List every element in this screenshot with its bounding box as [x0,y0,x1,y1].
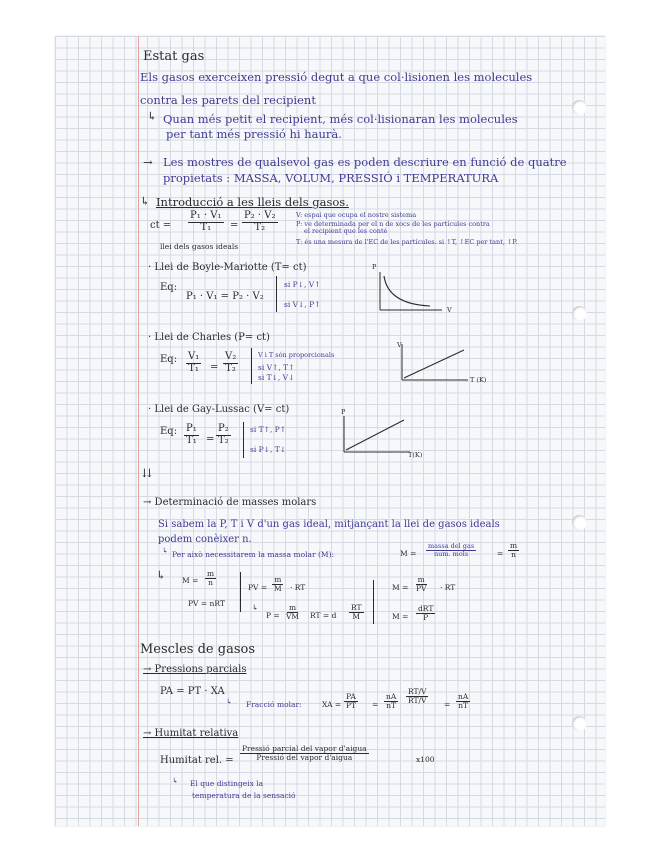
charles-eq-label: Eq: [160,354,178,365]
note-pressure-1: P: ve determinada per el n de xocs de les partícules contra [296,220,490,228]
fraction-denominator: nT [458,700,469,710]
fraction-denominator: T₁ [186,434,197,446]
fraction-denominator: Pressió del vapor d'aigua [256,752,353,762]
binder-hole [572,100,587,115]
hook-arrow-icon: ↳ [162,546,169,555]
boyle-formula: P₁ · V₁ = P₂ · V₂ [186,291,264,302]
charles-case-1: si V↑, T↑ [258,363,295,372]
fraction-numerator: m [207,569,215,578]
intro-sub-2: per tant més pressió hi haurà. [166,127,342,141]
linear-line [404,350,464,378]
brace [243,422,248,458]
boyle-axis-x: V [447,306,452,314]
na-over-nt [384,693,398,710]
equals-sign: = [206,434,215,445]
hook-arrow-icon: ↳ [226,697,233,706]
fraction-denominator: nT [386,700,397,710]
fraction-numerator: nA [386,692,397,701]
fraction-denominator: T₂ [225,362,236,374]
double-down-arrow-icon: ⇊ [142,466,152,480]
fraction-denominator: RT/V [408,695,427,705]
fraction-denominator: PT [346,700,357,710]
brace [240,572,245,612]
mostres-line-1: Les mostres de qualsevol gas es poden descriure en funció de quatre [163,155,567,169]
charles-title: · Llei de Charles (P= ct) [148,332,270,343]
fraction-denominator: PV [416,583,427,593]
fraction-numerator: V₁ [188,351,200,362]
gaylussac-eq-label: Eq: [160,426,178,437]
r2-label: M = [392,612,409,621]
humitat-title: → Humitat relativa [143,728,239,739]
pressions-title: → Pressions parcials [143,664,247,675]
gaylussac-case-1: si T↑, P↑ [250,425,287,434]
p2-fraction [284,604,301,621]
gaylussac-title: · Llei de Gay-Lussac (V= ct) [148,404,290,415]
note-pressure-2: el recipient que les conté [304,227,388,235]
rt-over-v [406,688,428,705]
p2-label: P = [266,611,280,620]
fraction-numerator: P₁ · V₁ [190,210,222,221]
xa-label: XA = [322,700,342,709]
mm-label: M = [182,576,199,585]
fraction-denominator: T₂ [218,434,229,446]
intro-line-2: contra les parets del recipient [140,93,316,107]
fraction-denominator: T₁ [200,221,212,233]
fraction-denominator: T₁ [188,362,199,374]
hook-arrow-icon: ↳ [147,109,157,123]
pv-nrt: PV = nRT [188,599,225,608]
fraction-numerator: m [274,575,282,584]
margin-line [138,36,139,826]
fraction-denominator: M [274,583,282,593]
equals-sign: = [210,362,219,373]
fraction-2 [242,211,278,233]
mescles-heading: Mescles de gasos [140,642,256,657]
masses-line-2: podem conèixer n. [158,534,252,545]
boyle-graph [370,268,450,318]
p2-mid: RT = d [310,611,337,620]
r1-tail: · RT [440,583,456,592]
arrow-right-icon: → [143,155,153,169]
brace [373,580,378,624]
molar-mass-fraction [426,543,476,558]
fraction-numerator: dRT [418,604,434,613]
fraction-numerator: massa del gas [428,542,475,550]
fraction-denominator: VM [286,611,300,621]
molar-mass-label: M = [400,549,417,558]
gaylussac-graph [336,412,416,458]
gaylussac-axis-x: T(K) [408,451,423,459]
charles-case-2: si T↓, V↓ [258,373,295,382]
fraction-denominator: P [423,612,429,622]
fraction-denominator: n [208,577,213,587]
fraction-numerator: P₂ · V₂ [244,210,276,221]
fraction-denominator: T₂ [254,221,266,233]
intro-line-1: Els gasos exerceixen pressió degut a que col·lisionen les molecules [140,70,533,84]
page-heading: Estat gas [143,49,205,64]
hook-arrow-icon: ↳ [156,568,166,582]
linear-line [346,420,404,450]
brace [276,276,281,312]
pv1-tail: · RT [290,583,306,592]
boyle-case-1: si P↓, V↑ [284,280,321,289]
note-volume: V: espai que ocupa el nostre sistema [296,211,417,219]
masses-title: → Determinació de masses molars [143,497,317,508]
boyle-eq-label: Eq: [160,282,178,293]
fraction-1 [188,211,224,233]
humitat-note-2: temperatura de la sensació [192,791,296,800]
charles-graph [394,340,474,386]
p2b-fraction [349,604,364,621]
brace [251,348,256,384]
masses-line-1: Si sabem la P, T i V d'un gas ideal, mitjançant la llei de gasos ideals [158,519,500,530]
pv1-label: PV = [248,583,268,592]
fraction-numerator: PA [346,692,356,701]
boyle-title: · Llei de Boyle-Mariotte (T= ct) [148,262,307,273]
binder-hole [572,515,587,530]
fraction-numerator: m [510,541,518,550]
na-over-nt-result [456,693,470,710]
pa-over-pt [344,693,358,710]
charles-fraction-2 [223,352,238,374]
equals-sign: = [497,549,504,558]
humitat-label: Humitat rel. = [160,755,234,766]
mostres-line-2: propietats : MASSA, VOLUM, PRESSIÓ i TEMPERATURA [163,171,499,185]
ct-label: ct = [150,220,172,231]
fraction-numerator: m [417,575,425,584]
gaylussac-fraction-1 [184,424,199,446]
boyle-case-2: si V↓, P↑ [284,300,321,309]
r2-fraction [416,605,435,622]
fraccio-label: Fracció molar: [246,700,302,709]
r1-fraction [414,576,428,593]
fraction-numerator: RT/V [408,687,427,696]
intro-sub-1: Quan més petit el recipient, més col·lisionaran les molecules [163,112,518,126]
masses-line-3: Per això necessitarem la massa molar (M): [172,550,335,559]
fraction-denominator: M [352,611,361,621]
equals-sign: = [372,700,379,709]
fraction-numerator: nA [458,692,469,701]
note-temperature: T: és una mesura de l'EC de les partícules. si ↑T, ↑EC per tant, ↑P. [296,238,518,246]
fraction-denominator: num. mols [434,549,469,558]
fraction-numerator: V₂ [225,351,237,362]
ideal-gas-caption: llei dels gasos ideals [160,242,239,251]
lleis-heading: Introducció a les lleis dels gasos. [156,195,349,209]
gaylussac-fraction-2 [216,424,231,446]
equals-sign: = [444,700,451,709]
binder-hole [572,306,587,321]
r1-label: M = [392,583,409,592]
mm-fraction [205,570,216,587]
gaylussac-axis-y: P [341,408,346,416]
fraction-numerator: m [288,603,297,612]
charles-fraction-1 [186,352,201,374]
hook-arrow-icon: ↳ [172,776,179,785]
binder-hole [572,716,587,731]
gaylussac-case-2: si P↓, T↓ [250,445,287,454]
boyle-axis-y: P [372,263,377,271]
humitat-fraction [240,745,369,762]
fraction-denominator: n [511,549,516,559]
fraction-numerator: P₁ [186,423,197,434]
charles-axis-y: V [397,341,402,349]
hyperbola-curve [384,276,430,306]
fraction-numerator: P₂ [218,423,229,434]
fraction-numerator: RT [351,603,362,612]
m-over-n-fraction [508,542,519,559]
charles-case-0: V i T són proporcionals [258,351,335,359]
pv1-fraction [272,576,284,593]
hook-arrow-icon: ↳ [140,194,150,208]
charles-axis-x: T (K) [470,376,487,384]
equals-sign: = [230,220,239,231]
hook-arrow-icon: ↳ [252,603,259,612]
fraction-numerator: Pressió parcial del vapor d'aigua [242,744,367,753]
pa-formula: PA = PT · XA [160,686,225,697]
humitat-tail: x100 [416,755,435,764]
humitat-note-1: El que distingeix la [190,779,264,788]
